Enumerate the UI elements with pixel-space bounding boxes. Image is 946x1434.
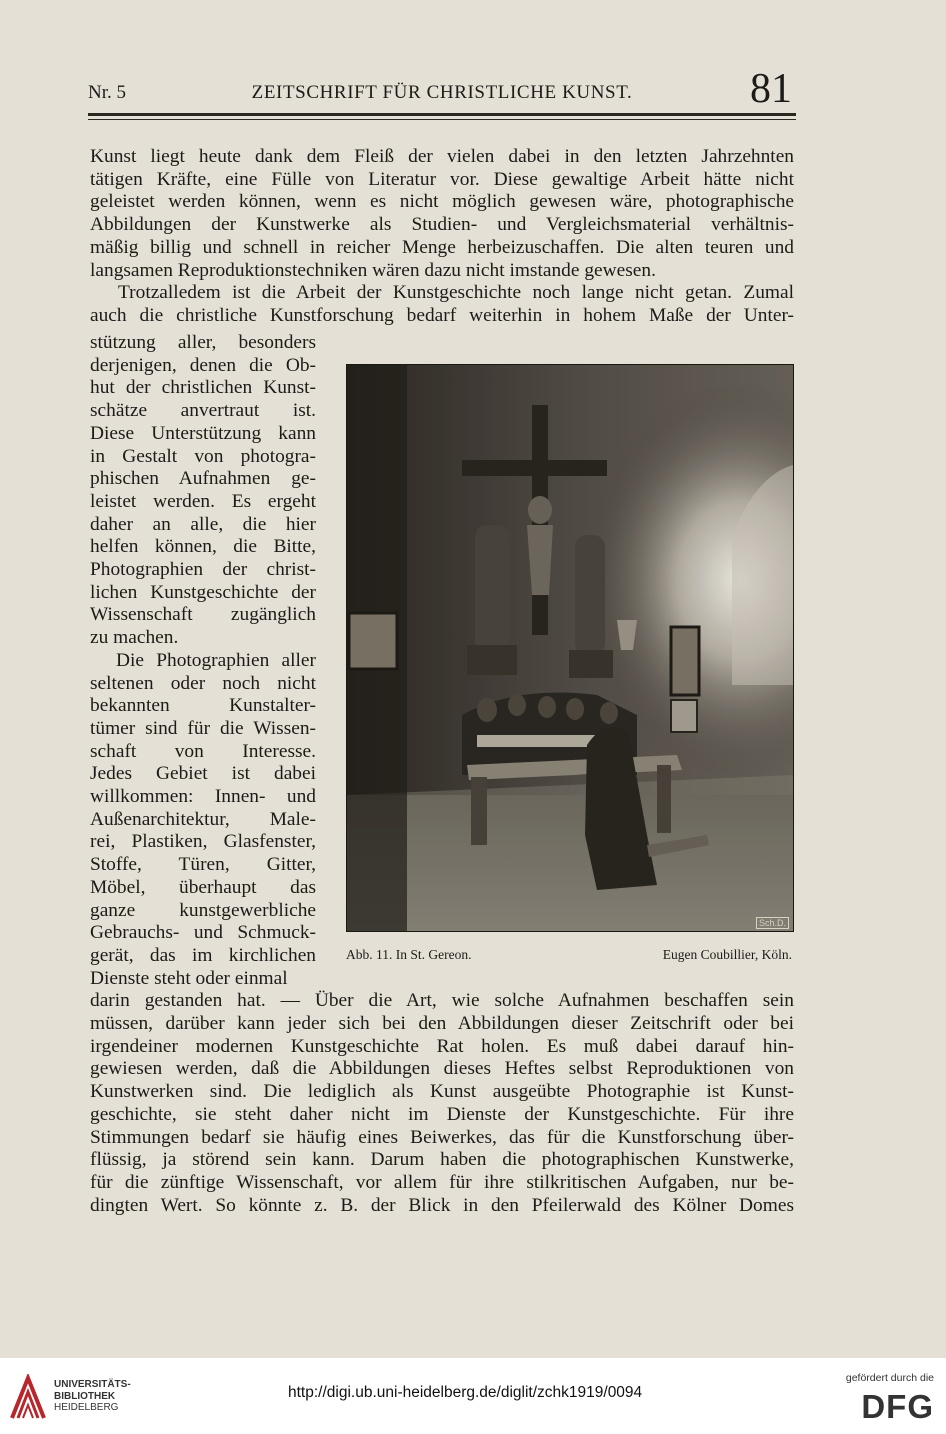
- text-line: zu machen.: [90, 627, 179, 649]
- text-line: müssen, darüber kann jeder sich bei den Abbildungen dieser Zeitschrift oder bei: [90, 1013, 794, 1034]
- journal-title: ZEITSCHRIFT FÜR CHRISTLICHE KUNST.: [251, 82, 633, 103]
- text-line: langsamen Reproduktionstechniken wären dazu nicht imstande gewesen.: [90, 259, 656, 281]
- text-line: hut der christlichen Kunst-: [90, 377, 316, 399]
- text-line: schätze anvertraut ist.: [90, 400, 316, 422]
- caption-credit: Eugen Coubillier, Köln.: [662, 947, 792, 962]
- photo-signature: Sch.D.: [756, 917, 789, 929]
- text-line: Die Photographien aller: [116, 649, 316, 671]
- text-line: gerät, das im kirchlichen: [90, 944, 316, 966]
- text-line: Gebrauchs- und Schmuck-: [90, 922, 316, 944]
- text-line: darin gestanden hat. — Über die Art, wie solche Aufnahmen beschaffen sein: [90, 990, 794, 1012]
- text-line: bekannten Kunstalter-: [90, 695, 316, 717]
- text-line: rei, Plastiken, Glasfenster,: [90, 831, 316, 853]
- page-number: 81: [750, 66, 792, 112]
- text-line: Trotzalledem ist die Arbeit der Kunstgeschichte noch lange nicht getan. Zumal: [118, 282, 794, 304]
- text-line: ganze kunstgewerbliche: [90, 899, 316, 921]
- text-line: seltenen oder noch nicht: [90, 672, 316, 694]
- text-line: Dienste steht oder einmal: [90, 967, 288, 989]
- text-line: flüssig, ja störend sein kann. Darum haben die photographischen Kunstwerke,: [90, 1149, 794, 1171]
- text-line: auch die christliche Kunstforschung bedarf weiterhin in hohem Maße der Unter-: [90, 304, 794, 326]
- running-header: [88, 68, 796, 112]
- text-line: in Gestalt von photogra-: [90, 445, 316, 467]
- text-line: Kunstwerken sind. Die lediglich als Kunst ausgeübte Photographie ist Kunst-: [90, 1081, 794, 1103]
- issue-number: Nr. 5: [88, 82, 126, 103]
- text-line: Stoffe, Türen, Gitter,: [90, 854, 316, 876]
- text-line: mäßig billig und schnell in reicher Menge herbeizuschaffen. Die alten teuren und: [90, 236, 794, 258]
- text-line: irgendeiner modernen Kunstgeschichte Rat holen. Es muß dabei darauf hin-: [90, 1035, 794, 1057]
- library-line-3: HEIDELBERG: [54, 1402, 119, 1413]
- text-line: für die zünftige Wissenschaft, vor allem für ihre stilkritischen Aufgaben, nur be-: [90, 1171, 794, 1193]
- text-line: Abbildungen der Kunstwerke als Studien- und Vergleichsmaterial verhältnis-: [90, 214, 794, 236]
- text-line: dingten Wert. So könnte z. B. der Blick in den Pfeilerwald des Kölner Domes: [90, 1194, 794, 1216]
- funding-note: gefördert durch die: [845, 1372, 934, 1384]
- caption-title: Abb. 11. In St. Gereon.: [346, 947, 472, 962]
- text-line: geleistet werden können, wenn es nicht möglich gewesen wäre, photographische: [90, 191, 794, 213]
- text-line: gewiesen werden, daß die Abbildungen dieses Heftes selbst Reproduktionen von: [90, 1058, 794, 1080]
- figure-photograph: [346, 364, 794, 932]
- text-line: Stimmungen bedarf sie häufig eines Beiwerkes, das für die Kunstforschung über-: [90, 1126, 794, 1148]
- text-line: Außenarchitektur, Male-: [90, 808, 316, 830]
- church-interior-photo: [347, 365, 793, 931]
- text-line: Diese Unterstützung kann: [90, 422, 316, 444]
- library-line-2: BIBLIOTHEK: [54, 1390, 116, 1402]
- text-line: willkommen: Innen- und: [90, 786, 316, 807]
- text-line: Kunst liegt heute dank dem Fleiß der vielen dabei in den letzten Jahrzehnten: [90, 146, 794, 167]
- text-line: lichen Kunstgeschichte der: [90, 581, 316, 603]
- text-line: Photographien der christ-: [90, 559, 316, 580]
- text-line: Jedes Gebiet ist dabei: [90, 763, 316, 785]
- text-line: geschichte, sie steht daher nicht im Dienste der Kunstgeschichte. Für ihre: [90, 1103, 794, 1125]
- text-line: derjenigen, denen die Ob-: [90, 354, 316, 376]
- text-line: daher an alle, die hier: [90, 513, 316, 535]
- text-line: phischen Aufnahmen ge-: [90, 468, 316, 490]
- library-logo-icon: [8, 1374, 48, 1422]
- library-line-1: UNIVERSITÄTS-: [54, 1379, 131, 1390]
- permalink[interactable]: http://digi.ub.uni-heidelberg.de/diglit/zchk1919/0094: [288, 1384, 643, 1401]
- text-line: Möbel, überhaupt das: [90, 876, 316, 898]
- header-rule-thick: [88, 113, 796, 116]
- text-line: schaft von Interesse.: [90, 740, 316, 762]
- text-line: tümer sind für die Wissen-: [90, 717, 316, 739]
- text-line: tätigen Kräfte, eine Fülle von Literatur vor. Diese gewaltige Arbeit hätte nicht: [90, 168, 794, 190]
- digitization-footer: [0, 1358, 946, 1434]
- text-line: leistet werden. Es ergeht: [90, 490, 316, 512]
- text-line: Wissenschaft zugänglich: [90, 604, 316, 626]
- dfg-logo: DFG: [861, 1388, 934, 1425]
- header-rule-thin: [88, 119, 796, 120]
- text-line: helfen können, die Bitte,: [90, 536, 316, 558]
- library-name: [54, 1379, 131, 1414]
- text-line: stützung aller, besonders: [90, 332, 316, 353]
